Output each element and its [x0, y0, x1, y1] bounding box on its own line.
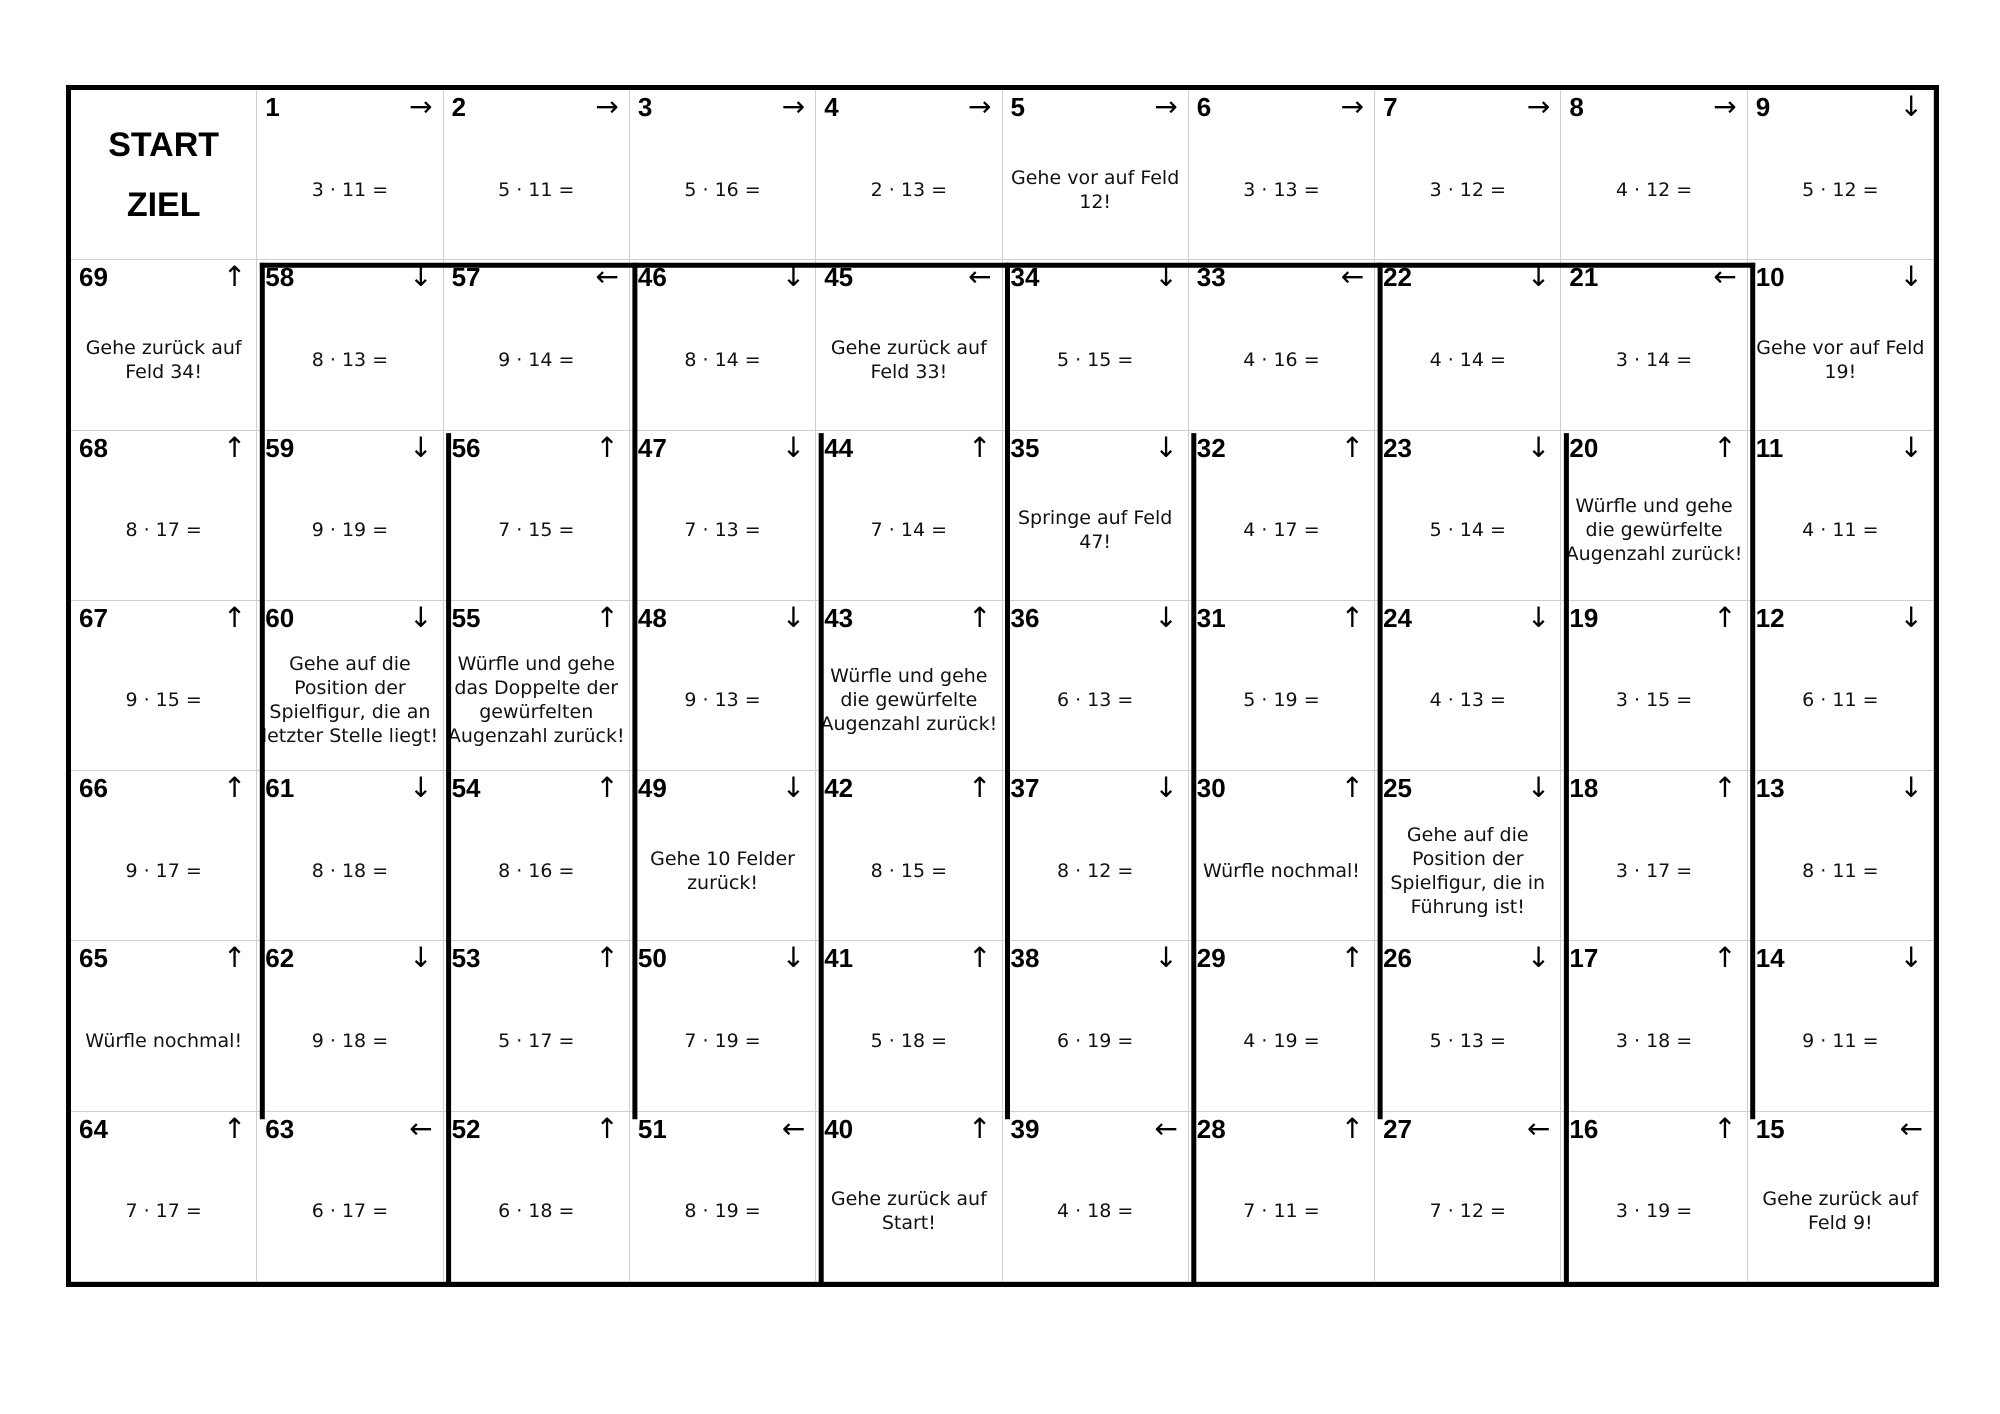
- field-number: 9: [1755, 92, 1771, 122]
- field-task: 8 · 14 =: [684, 348, 761, 371]
- board-field-24[interactable]: [1375, 601, 1561, 771]
- field-task: 5 · 15 =: [1056, 348, 1134, 371]
- direction-arrow-icon: ↓: [1154, 941, 1178, 975]
- field-number: 50: [637, 943, 667, 974]
- board-field-30[interactable]: [1189, 771, 1375, 941]
- field-number: 64: [79, 1113, 108, 1144]
- board-field-63[interactable]: [257, 1112, 443, 1282]
- field-number: 3: [637, 92, 653, 122]
- field-task: Gehe vor auf Feld 19!: [1756, 336, 1925, 383]
- field-number: 7: [1383, 92, 1398, 122]
- board-field-21[interactable]: [1561, 260, 1747, 430]
- field-number: 44: [824, 432, 854, 463]
- board-field-7[interactable]: [1375, 90, 1561, 260]
- direction-arrow-icon: ↑: [222, 771, 247, 805]
- direction-arrow-icon: ↓: [1526, 771, 1551, 805]
- board-field-37[interactable]: [1003, 771, 1189, 941]
- field-number: 10: [1755, 262, 1785, 293]
- board-field-22[interactable]: [1375, 260, 1561, 430]
- direction-arrow-icon: ↑: [595, 600, 619, 634]
- board-field-41[interactable]: [816, 941, 1002, 1111]
- field-number: 43: [824, 602, 854, 633]
- field-number: 21: [1569, 262, 1599, 293]
- direction-arrow-icon: ←: [1340, 260, 1365, 294]
- board-field-58[interactable]: [257, 260, 443, 430]
- field-number: 41: [824, 943, 854, 974]
- direction-arrow-icon: ←: [595, 260, 619, 294]
- field-number: 60: [265, 602, 295, 633]
- field-number: 55: [451, 602, 481, 633]
- direction-arrow-icon: →: [1713, 90, 1737, 123]
- field-task: Gehe zurück auf Feld 34!: [85, 336, 242, 383]
- field-number: 48: [637, 602, 667, 633]
- direction-arrow-icon: ↑: [595, 771, 619, 805]
- game-board: [66, 85, 1939, 1287]
- direction-arrow-icon: ↓: [409, 771, 433, 805]
- board-field-2[interactable]: [444, 90, 630, 260]
- field-number: 18: [1569, 773, 1599, 804]
- board-field-44[interactable]: [816, 431, 1002, 601]
- field-number: 65: [79, 943, 108, 974]
- direction-arrow-icon: ↓: [781, 941, 806, 975]
- direction-arrow-icon: ↑: [222, 941, 247, 975]
- board-field-46[interactable]: [630, 260, 816, 430]
- direction-arrow-icon: ←: [1154, 1111, 1178, 1145]
- field-number: 20: [1569, 432, 1599, 463]
- field-task: 6 · 19 =: [1056, 1030, 1134, 1053]
- field-task: Gehe auf die Position der Spielfigur, die an letzter Stelle liegt!: [261, 653, 439, 748]
- field-task: 8 · 19 =: [684, 1200, 761, 1223]
- board-field-25[interactable]: [1375, 771, 1561, 941]
- field-number: 35: [1010, 432, 1040, 463]
- field-number: 67: [79, 602, 108, 633]
- field-number: 37: [1010, 773, 1040, 804]
- direction-arrow-icon: ↑: [222, 1111, 247, 1145]
- board-field-64[interactable]: [71, 1112, 257, 1282]
- field-number: 33: [1196, 262, 1226, 293]
- direction-arrow-icon: →: [409, 90, 433, 123]
- board-field-43[interactable]: [816, 601, 1002, 771]
- field-task: 2 · 13 =: [870, 178, 948, 201]
- field-number: 19: [1569, 602, 1599, 633]
- field-task: 4 · 18 =: [1056, 1200, 1134, 1223]
- board-field-52[interactable]: [444, 1112, 630, 1282]
- direction-arrow-icon: ↓: [1899, 260, 1923, 294]
- field-number: 22: [1383, 262, 1413, 293]
- field-number: 38: [1010, 943, 1040, 974]
- board-field-35[interactable]: [1003, 431, 1189, 601]
- field-task: 3 · 15 =: [1615, 689, 1693, 712]
- direction-arrow-icon: ↑: [1340, 600, 1365, 634]
- board-field-8[interactable]: [1561, 90, 1747, 260]
- field-number: 23: [1383, 432, 1413, 463]
- direction-arrow-icon: ↑: [1340, 1111, 1365, 1145]
- direction-arrow-icon: ↑: [1713, 771, 1737, 805]
- field-task: 7 · 19 =: [684, 1030, 761, 1053]
- board-field-9[interactable]: [1748, 90, 1934, 260]
- board-field-11[interactable]: [1748, 431, 1934, 601]
- field-task: Gehe auf die Position der Spielfigur, die in Führung ist!: [1390, 823, 1546, 918]
- field-task: 5 · 19 =: [1243, 689, 1320, 712]
- board-field-47[interactable]: [630, 431, 816, 601]
- direction-arrow-icon: ↓: [1899, 941, 1923, 975]
- field-number: 12: [1755, 602, 1785, 633]
- board-field-55[interactable]: [444, 601, 630, 771]
- board-field-39[interactable]: [1003, 1112, 1189, 1282]
- direction-arrow-icon: ↑: [968, 430, 992, 464]
- field-number: 29: [1196, 943, 1226, 974]
- direction-arrow-icon: ↓: [409, 260, 433, 294]
- board-field-26[interactable]: [1375, 941, 1561, 1111]
- direction-arrow-icon: ←: [968, 260, 992, 294]
- field-task: 3 · 12 =: [1429, 178, 1506, 201]
- direction-arrow-icon: ↓: [1154, 430, 1178, 464]
- board-field-29[interactable]: [1189, 941, 1375, 1111]
- field-task: 3 · 14 =: [1615, 348, 1693, 371]
- field-task: Gehe 10 Felder zurück!: [650, 847, 795, 894]
- board-field-57[interactable]: [444, 260, 630, 430]
- field-task: 3 · 18 =: [1615, 1030, 1693, 1053]
- field-number: 66: [79, 773, 108, 804]
- field-number: 28: [1196, 1113, 1226, 1144]
- board-field-36[interactable]: [1003, 601, 1189, 771]
- direction-arrow-icon: →: [781, 90, 806, 123]
- board-field-12[interactable]: [1748, 601, 1934, 771]
- field-number: 49: [637, 773, 667, 804]
- board-field-27[interactable]: [1375, 1112, 1561, 1282]
- field-task: 4 · 12 =: [1615, 178, 1693, 201]
- field-task: 6 · 18 =: [498, 1200, 575, 1223]
- board-field-56[interactable]: [444, 431, 630, 601]
- direction-arrow-icon: ↓: [1154, 260, 1178, 294]
- direction-arrow-icon: ↑: [968, 771, 992, 805]
- field-number: 56: [451, 432, 481, 463]
- direction-arrow-icon: ←: [1713, 260, 1737, 294]
- board-field-68[interactable]: [71, 431, 257, 601]
- direction-arrow-icon: ↓: [781, 771, 806, 805]
- direction-arrow-icon: ↑: [1713, 1111, 1737, 1145]
- board-field-20[interactable]: [1561, 431, 1747, 601]
- direction-arrow-icon: →: [1154, 90, 1178, 123]
- field-task: 5 · 13 =: [1429, 1030, 1506, 1053]
- direction-arrow-icon: ↑: [1340, 771, 1365, 805]
- start-label: START: [108, 125, 220, 164]
- field-task: Gehe vor auf Feld 12!: [1011, 166, 1180, 213]
- field-task: Gehe zurück auf Feld 33!: [830, 336, 987, 383]
- board-field-17[interactable]: [1561, 941, 1747, 1111]
- board-field-4[interactable]: [816, 90, 1002, 260]
- field-task: 5 · 12 =: [1802, 178, 1879, 201]
- board-field-3[interactable]: [630, 90, 816, 260]
- field-number: 40: [824, 1113, 854, 1144]
- direction-arrow-icon: ↓: [1899, 90, 1923, 123]
- board-field-19[interactable]: [1561, 601, 1747, 771]
- direction-arrow-icon: ↓: [1526, 600, 1551, 634]
- field-task: 9 · 13 =: [684, 689, 761, 712]
- start-goal-cell[interactable]: [71, 90, 257, 260]
- field-task: 7 · 11 =: [1243, 1200, 1320, 1223]
- direction-arrow-icon: ↑: [222, 430, 247, 464]
- board-field-14[interactable]: [1748, 941, 1934, 1111]
- field-number: 51: [637, 1113, 667, 1144]
- field-task: 4 · 11 =: [1802, 519, 1879, 542]
- field-task: 8 · 12 =: [1056, 859, 1134, 882]
- goal-label: ZIEL: [126, 185, 201, 224]
- board-field-28[interactable]: [1189, 1112, 1375, 1282]
- field-task: 8 · 11 =: [1802, 859, 1879, 882]
- field-task: 9 · 11 =: [1802, 1030, 1879, 1053]
- board-field-33[interactable]: [1189, 260, 1375, 430]
- field-number: 27: [1383, 1113, 1413, 1144]
- board-field-18[interactable]: [1561, 771, 1747, 941]
- field-number: 69: [79, 262, 108, 293]
- board-field-59[interactable]: [257, 431, 443, 601]
- field-number: 42: [824, 773, 854, 804]
- field-task: 6 · 17 =: [311, 1200, 389, 1223]
- direction-arrow-icon: ↓: [1526, 260, 1551, 294]
- field-task: 5 · 14 =: [1429, 519, 1506, 542]
- field-task: Würfle nochmal!: [1203, 859, 1360, 882]
- direction-arrow-icon: ↓: [781, 430, 806, 464]
- field-number: 63: [265, 1113, 295, 1144]
- field-task: 7 · 17 =: [125, 1200, 202, 1223]
- board-field-67[interactable]: [71, 601, 257, 771]
- direction-arrow-icon: →: [595, 90, 619, 123]
- direction-arrow-icon: ↓: [781, 600, 806, 634]
- field-number: 61: [265, 773, 295, 804]
- board-field-34[interactable]: [1003, 260, 1189, 430]
- board-field-5[interactable]: [1003, 90, 1189, 260]
- board-field-49[interactable]: [630, 771, 816, 941]
- field-task: 9 · 14 =: [498, 348, 575, 371]
- field-number: 59: [265, 432, 295, 463]
- field-number: 46: [637, 262, 667, 293]
- direction-arrow-icon: ↓: [1899, 600, 1923, 634]
- direction-arrow-icon: ↓: [1899, 430, 1923, 464]
- field-task: Würfle und gehe die gewürfelte Augenzahl zurück!: [820, 665, 998, 736]
- field-task: 5 · 16 =: [684, 178, 761, 201]
- direction-arrow-icon: →: [968, 90, 992, 123]
- direction-arrow-icon: ↑: [1713, 941, 1737, 975]
- field-number: 2: [451, 92, 467, 122]
- board-field-31[interactable]: [1189, 601, 1375, 771]
- field-task: 9 · 15 =: [125, 689, 202, 712]
- field-number: 16: [1569, 1113, 1599, 1144]
- field-task: 8 · 15 =: [870, 859, 948, 882]
- field-task: 8 · 16 =: [498, 859, 575, 882]
- field-task: 3 · 17 =: [1615, 859, 1693, 882]
- direction-arrow-icon: ↑: [595, 1111, 619, 1145]
- field-number: 52: [451, 1113, 481, 1144]
- board-field-40[interactable]: [816, 1112, 1002, 1282]
- board-field-38[interactable]: [1003, 941, 1189, 1111]
- field-task: 6 · 11 =: [1802, 689, 1879, 712]
- field-number: 30: [1196, 773, 1226, 804]
- field-number: 1: [265, 92, 280, 122]
- field-task: 7 · 14 =: [870, 519, 948, 542]
- board-field-50[interactable]: [630, 941, 816, 1111]
- field-number: 57: [451, 262, 481, 293]
- field-task: Würfle nochmal!: [85, 1030, 243, 1053]
- board-field-16[interactable]: [1561, 1112, 1747, 1282]
- field-number: 14: [1755, 943, 1785, 974]
- field-task: 5 · 17 =: [498, 1030, 575, 1053]
- board-field-23[interactable]: [1375, 431, 1561, 601]
- field-number: 54: [451, 773, 481, 804]
- direction-arrow-icon: ↑: [222, 600, 247, 634]
- field-task: 7 · 13 =: [684, 519, 761, 542]
- direction-arrow-icon: ←: [1899, 1111, 1923, 1145]
- board-field-15[interactable]: [1748, 1112, 1934, 1282]
- field-task: Würfle und gehe die gewürfelte Augenzahl zurück!: [1565, 495, 1743, 566]
- field-task: 9 · 19 =: [311, 519, 389, 542]
- board-field-13[interactable]: [1748, 771, 1934, 941]
- field-task: 4 · 13 =: [1429, 689, 1506, 712]
- board-field-62[interactable]: [257, 941, 443, 1111]
- direction-arrow-icon: ↓: [409, 430, 433, 464]
- board-field-54[interactable]: [444, 771, 630, 941]
- direction-arrow-icon: ←: [409, 1111, 433, 1145]
- direction-arrow-icon: ↓: [1154, 600, 1178, 634]
- field-task: 3 · 13 =: [1243, 178, 1320, 201]
- direction-arrow-icon: ↓: [1526, 941, 1551, 975]
- field-task: 9 · 17 =: [125, 859, 202, 882]
- field-number: 32: [1196, 432, 1226, 463]
- field-task: 3 · 11 =: [311, 178, 389, 201]
- field-task: Gehe zurück auf Feld 9!: [1762, 1188, 1919, 1235]
- field-task: Würfle und gehe das Doppelte der gewürfelten Augenzahl zurück!: [447, 653, 625, 748]
- field-number: 34: [1010, 262, 1040, 293]
- field-number: 8: [1569, 92, 1584, 122]
- direction-arrow-icon: ↑: [968, 600, 992, 634]
- board-field-32[interactable]: [1189, 431, 1375, 601]
- field-task: 7 · 12 =: [1429, 1200, 1506, 1223]
- board-field-51[interactable]: [630, 1112, 816, 1282]
- board-field-61[interactable]: [257, 771, 443, 941]
- board-field-60[interactable]: [257, 601, 443, 771]
- board-field-10[interactable]: [1748, 260, 1934, 430]
- direction-arrow-icon: ↑: [1340, 430, 1365, 464]
- direction-arrow-icon: ↑: [222, 260, 247, 294]
- field-number: 68: [79, 432, 108, 463]
- field-number: 31: [1196, 602, 1226, 633]
- field-number: 25: [1383, 773, 1413, 804]
- field-task: 5 · 11 =: [498, 178, 575, 201]
- field-number: 62: [265, 943, 295, 974]
- field-number: 6: [1196, 92, 1212, 122]
- field-task: 8 · 17 =: [125, 519, 202, 542]
- field-number: 15: [1755, 1113, 1785, 1144]
- field-number: 36: [1010, 602, 1040, 633]
- field-task: 5 · 18 =: [870, 1030, 948, 1053]
- field-number: 5: [1010, 92, 1025, 122]
- direction-arrow-icon: ↓: [781, 260, 806, 294]
- field-number: 47: [637, 432, 667, 463]
- board-field-42[interactable]: [816, 771, 1002, 941]
- field-task: 6 · 13 =: [1056, 689, 1134, 712]
- board-field-48[interactable]: [630, 601, 816, 771]
- direction-arrow-icon: ↓: [1154, 771, 1178, 805]
- direction-arrow-icon: ↓: [409, 941, 433, 975]
- direction-arrow-icon: →: [1526, 90, 1551, 123]
- field-number: 17: [1569, 943, 1599, 974]
- field-number: 26: [1383, 943, 1413, 974]
- board-field-6[interactable]: [1189, 90, 1375, 260]
- board-field-69[interactable]: [71, 260, 257, 430]
- field-number: 4: [824, 92, 839, 122]
- board-field-1[interactable]: [257, 90, 443, 260]
- direction-arrow-icon: ↑: [595, 430, 619, 464]
- board-field-45[interactable]: [816, 260, 1002, 430]
- field-task: 8 · 18 =: [311, 859, 389, 882]
- direction-arrow-icon: ↓: [1526, 430, 1551, 464]
- direction-arrow-icon: ↑: [1340, 941, 1365, 975]
- direction-arrow-icon: ↑: [1713, 430, 1737, 464]
- field-task: Gehe zurück auf Start!: [830, 1188, 987, 1235]
- board-field-65[interactable]: [71, 941, 257, 1111]
- direction-arrow-icon: ↓: [409, 600, 433, 634]
- field-task: 7 · 15 =: [498, 519, 575, 542]
- board-field-53[interactable]: [444, 941, 630, 1111]
- field-number: 45: [824, 262, 854, 293]
- field-task: 3 · 19 =: [1615, 1200, 1693, 1223]
- field-task: 4 · 19 =: [1243, 1030, 1320, 1053]
- field-number: 13: [1755, 773, 1785, 804]
- field-number: 58: [265, 262, 295, 293]
- field-task: 4 · 17 =: [1243, 519, 1320, 542]
- direction-arrow-icon: ↑: [968, 941, 992, 975]
- field-task: 9 · 18 =: [311, 1030, 389, 1053]
- direction-arrow-icon: ←: [1526, 1111, 1551, 1145]
- field-number: 39: [1010, 1113, 1040, 1144]
- field-task: 4 · 16 =: [1243, 348, 1320, 371]
- direction-arrow-icon: ↓: [1899, 771, 1923, 805]
- direction-arrow-icon: →: [1340, 90, 1365, 123]
- field-number: 53: [451, 943, 481, 974]
- field-number: 24: [1383, 602, 1413, 633]
- direction-arrow-icon: ↑: [1713, 600, 1737, 634]
- direction-arrow-icon: ↑: [968, 1111, 992, 1145]
- direction-arrow-icon: ↑: [595, 941, 619, 975]
- field-task: 4 · 14 =: [1429, 348, 1506, 371]
- field-number: 11: [1755, 432, 1784, 463]
- field-task: 8 · 13 =: [311, 348, 389, 371]
- direction-arrow-icon: ←: [781, 1111, 806, 1145]
- board-field-66[interactable]: [71, 771, 257, 941]
- field-task: Springe auf Feld 47!: [1017, 507, 1173, 554]
